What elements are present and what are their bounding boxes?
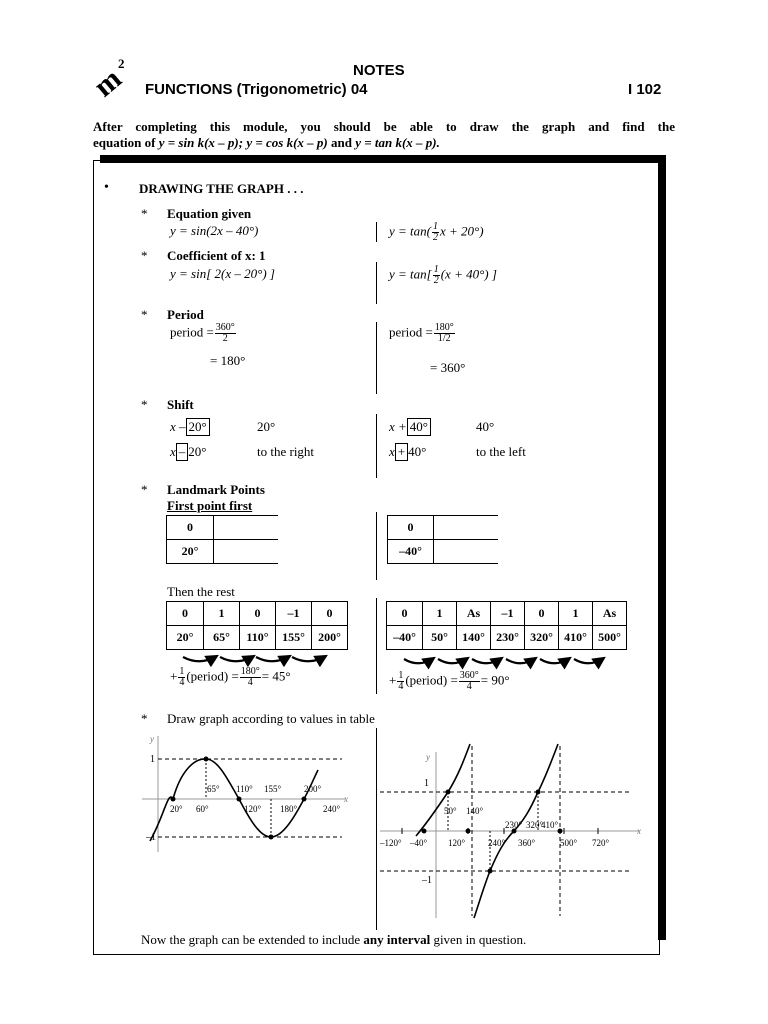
frac-num: 1 [432,221,438,232]
divider [376,222,377,242]
formula-result: = 90° [480,672,510,688]
table-cell: –40° [388,540,434,564]
fraction [432,222,439,243]
equation-given-label: Equation given [167,206,252,221]
shift-box: 40° [407,418,431,436]
frac-num: 180° [434,322,454,333]
equation-given-left: y = sin(2x – 40°) [170,223,259,238]
period-right-a: period = [389,324,433,340]
table-cell-empty [214,516,279,540]
x-tick-label: 120° [244,804,262,814]
frac-num: 1 [179,666,185,677]
shift-right-row1 [389,418,431,436]
shift-right-value: 40° [476,419,495,434]
x-tick-label: 230° [505,820,523,830]
shift-right-row2 [389,443,426,461]
x-tick-label: 320° [526,820,544,830]
intro-eq-tan: y = tan k(x – p). [355,135,440,150]
fraction [433,265,440,286]
table-cell: –40° [387,626,423,650]
formula-plus: + [170,668,178,684]
y-tick-label: –1 [422,875,432,886]
table-cell: As [457,602,491,626]
frac-num: 180° [240,666,260,677]
quarter-period-right [389,671,510,692]
fraction [240,667,261,688]
frac-den: 4 [247,677,253,688]
shift-amount: 40° [408,444,427,459]
frac-den: 2 [433,275,439,286]
shift-left-row1 [170,418,210,436]
arrow-icon [404,658,434,663]
landmark-label: Landmark Points [167,482,265,497]
arrow-icon [220,656,254,661]
landmark-table-right [386,601,627,650]
intro-and: and [330,135,352,150]
divider [376,262,377,304]
landmark-table-left [166,601,348,650]
table-cell: As [593,602,627,626]
shift-box: 20° [186,418,210,436]
data-point [171,797,176,802]
table-cell: 320° [525,626,559,650]
sine-graph [140,730,365,855]
shift-label: Shift [167,397,194,412]
shift-amount: 20° [188,444,207,459]
x-tick-label: 360° [518,838,536,848]
table-cell-empty [214,540,279,564]
y-axis-label: y [426,752,430,762]
table-cell: –1 [491,602,525,626]
logo [92,50,132,100]
y-axis-label: y [150,734,154,744]
formula-period: (period) = [186,668,239,684]
y-tick-label: 1 [424,778,429,789]
table-cell: 0 [388,516,434,540]
period-right [389,323,456,344]
logo-sup: 2 [118,56,125,71]
shift-box: – [176,443,189,461]
x-tick-label: 60° [196,804,209,814]
x-tick-label: 200° [304,784,322,794]
data-point [536,790,541,795]
tangent-branch [416,744,470,836]
fraction [397,671,404,692]
table-cell: 65° [204,626,240,650]
period-left-a: period = [170,324,214,340]
fraction [434,323,455,344]
frac-den: 4 [179,677,185,688]
logo-m: m [92,61,128,100]
arrow-icon [183,656,217,661]
table-cell: 200° [312,626,348,650]
arrow-icon [540,658,570,663]
table-cell: 155° [276,626,312,650]
frac-num: 360° [215,322,235,333]
star: * [141,397,148,412]
x-axis-label: x [344,794,348,804]
coefficient-label: Coefficient of x: 1 [167,248,266,263]
coefficient-left: y = sin[ 2(x – 20°) ] [170,266,275,281]
first-point-table-left [166,515,278,564]
period-label: Period [167,307,204,322]
table-cell: 0 [240,602,276,626]
coef-right-b: (x + 40°) ] [440,266,497,282]
divider [376,322,377,394]
frac-den: 2 [222,333,228,344]
shift-right-direction: to the left [476,444,526,459]
section-bullet: • [104,180,109,195]
arrow-icon [256,656,290,661]
table-cell: 50° [423,626,457,650]
footer-note [141,932,526,948]
x-tick-label: 65° [207,784,220,794]
arrow-icon [506,658,536,663]
shift-expr: x [389,444,395,459]
table-cell: 0 [387,602,423,626]
table-cell: 500° [593,626,627,650]
frac-den: 4 [398,681,404,692]
table-cell: 0 [167,602,204,626]
data-point [558,829,563,834]
intro-eq-cos: y = cos k(x – p) [246,135,328,150]
table-cell: 20° [167,626,204,650]
x-tick-label: 240° [488,838,506,848]
fraction [215,323,236,344]
intro-prefix: equation of [93,135,156,150]
shift-left-direction: to the right [257,444,315,459]
page-title: FUNCTIONS (Trigonometric) 04 [145,81,368,98]
data-point [269,835,274,840]
quarter-period-left [170,667,291,688]
data-point [204,757,209,762]
frac-den: 4 [466,681,472,692]
fraction [178,667,185,688]
data-point [466,829,471,834]
footer-emphasis: any interval [363,932,431,947]
table-cell: 1 [559,602,593,626]
page-code: I 102 [628,81,662,98]
table-cell: 140° [457,626,491,650]
x-tick-label: 180° [280,804,298,814]
eq-right-a: y = tan( [389,223,431,239]
x-tick-label: 50° [444,806,457,816]
star: * [141,248,148,263]
period-right-result: = 360° [430,360,466,375]
star: * [141,307,148,322]
formula-result: = 45° [261,668,291,684]
period-left [170,323,237,344]
footer-text: Now the graph can be extended to include [141,932,361,947]
arrow-icon [438,658,468,663]
table-cell: 0 [167,516,214,540]
formula-plus: + [389,672,397,688]
formula-period: (period) = [405,672,458,688]
x-tick-label: 410° [541,820,559,830]
eq-right-b: x + 20°) [439,223,484,239]
table-cell: 410° [559,626,593,650]
table-cell: 1 [423,602,457,626]
table-cell: 0 [312,602,348,626]
frac-num: 360° [459,670,479,681]
table-cell: 110° [240,626,276,650]
period-left-result: = 180° [210,353,246,368]
table-cell: 20° [167,540,214,564]
frac-den: 1/2 [437,333,451,344]
frac-num: 1 [398,670,404,681]
frac-num: 1 [433,264,439,275]
table-cell: 1 [204,602,240,626]
data-point [488,869,493,874]
x-tick-label: 155° [264,784,282,794]
intro-line1: After completing this module, you should be able to draw the graph and find the [93,119,675,134]
star: * [141,711,148,726]
divider [376,598,377,694]
divider [376,414,377,478]
shift-left-value: 20° [257,419,276,434]
x-tick-label: –40° [410,838,428,848]
table-cell: 230° [491,626,525,650]
x-tick-label: 110° [236,784,253,794]
x-tick-label: –120° [380,838,402,848]
arrow-icon [472,658,502,663]
star: * [141,206,148,221]
divider [376,512,377,580]
data-point [422,829,427,834]
x-tick-label: 720° [592,838,610,848]
shift-box: + [395,443,408,461]
x-tick-label: 500° [560,838,578,848]
x-axis-label: x [637,826,641,836]
data-point [237,797,242,802]
data-point [302,797,307,802]
then-rest-label: Then the rest [167,584,235,599]
y-tick-label: –1 [146,832,156,843]
footer-text: given in question. [433,932,527,947]
shift-expr: x [170,444,176,459]
x-tick-label: 140° [466,806,484,816]
shift-expr: x – [170,419,186,434]
intro-line2 [93,135,440,151]
y-tick-label: 1 [150,754,155,765]
coef-right-a: y = tan[ [389,266,432,282]
graph-label: Draw graph according to values in table [167,711,375,726]
frac-den: 2 [432,232,438,243]
table-cell-empty [434,540,499,564]
table-cell: –1 [276,602,312,626]
shift-expr: x + [389,419,407,434]
fraction [459,671,480,692]
shift-left-row2 [170,443,206,461]
star: * [141,482,148,497]
table-cell: 0 [525,602,559,626]
intro-eq-sin: y = sin k(x – p); [158,135,244,150]
x-tick-label: 240° [323,804,341,814]
first-point-table-right [387,515,498,564]
notes-label: NOTES [353,62,405,79]
logo-mark [92,50,132,100]
tangent-graph [378,740,648,920]
divider [376,728,377,930]
step-arrows-right [386,652,636,672]
x-tick-label: 120° [448,838,466,848]
landmark-sub: First point first [167,498,253,513]
coefficient-right [389,265,497,286]
table-cell-empty [434,516,499,540]
equation-given-right [389,222,484,243]
x-tick-label: 20° [170,804,183,814]
section-heading: DRAWING THE GRAPH . . . [139,181,304,196]
data-point [446,790,451,795]
arrow-icon [292,656,326,661]
arrow-icon [574,658,604,663]
